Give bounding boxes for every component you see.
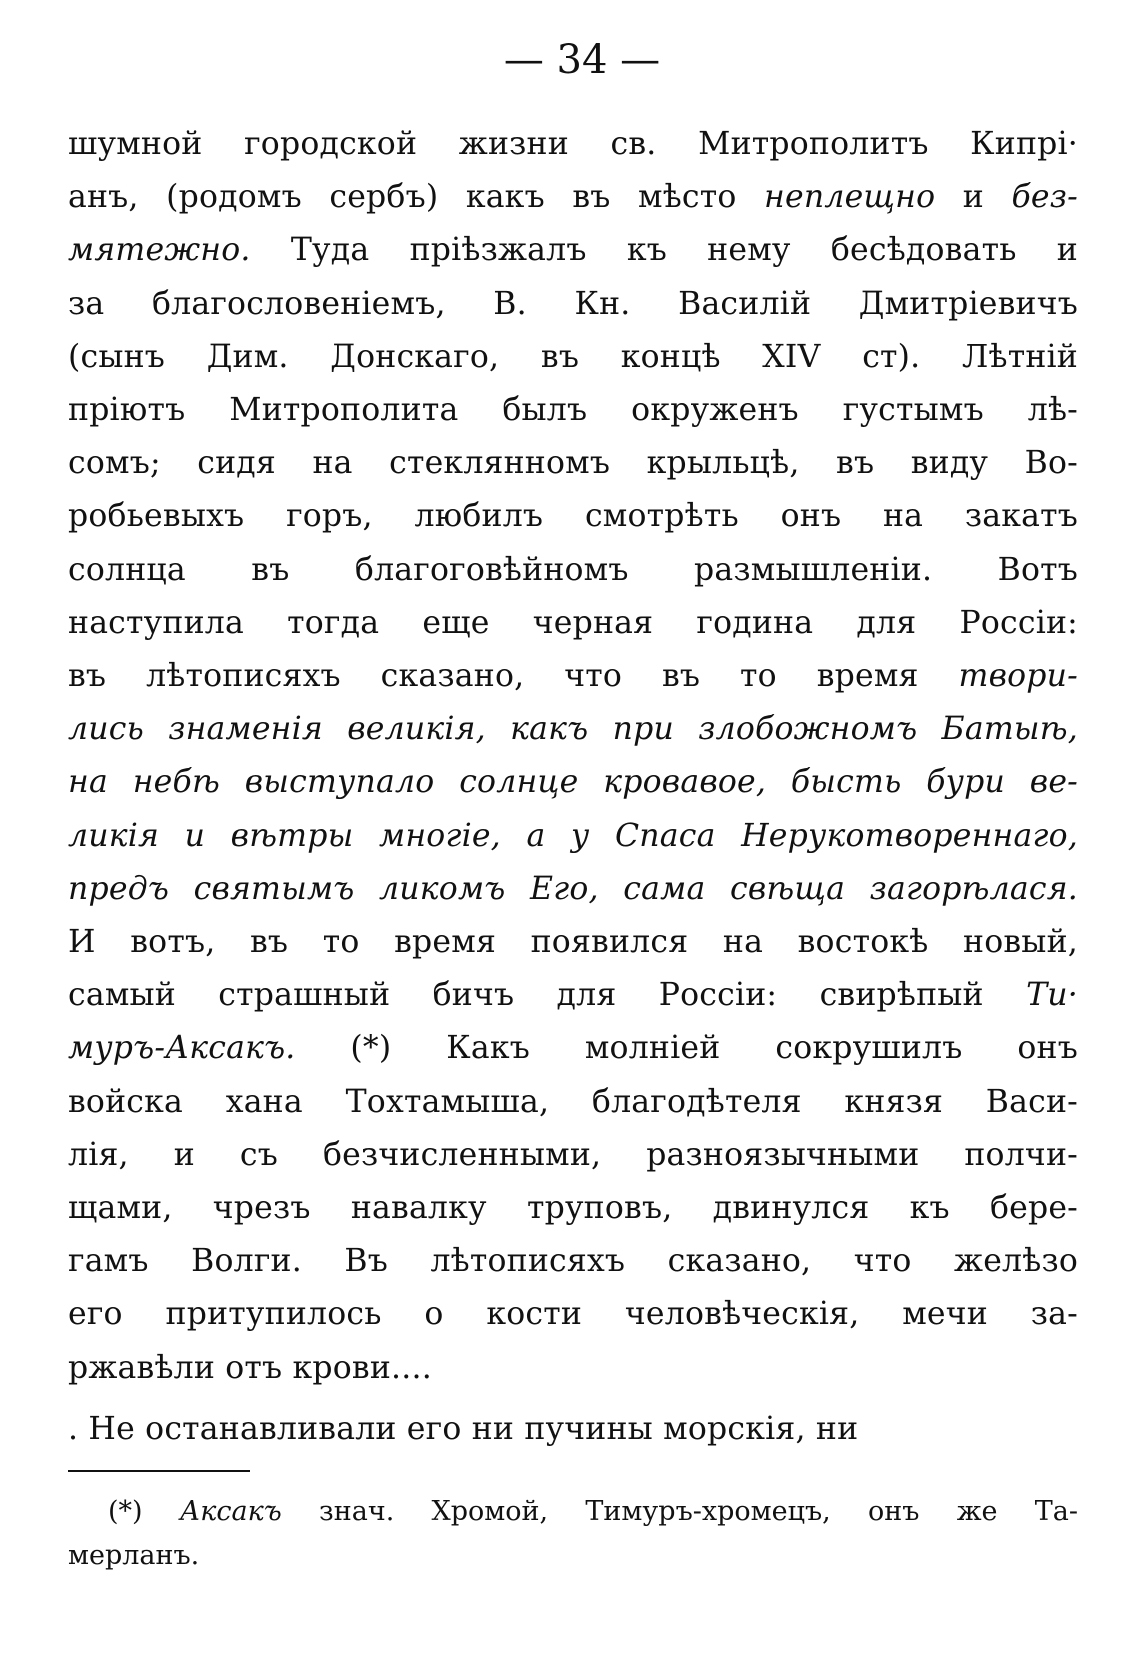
italic-text-segment: ликія и вѣтры многіе, а у Спаса Нерукотвореннаго, [68, 817, 1078, 854]
page-number: — 34 — [503, 37, 661, 83]
italic-text-segment: без- [1011, 179, 1078, 216]
text-segment: (сынъ Дим. Донскаго, въ концѣ XIV ст). Лѣтній [68, 338, 1078, 375]
text-segment: мерланъ. [68, 1540, 200, 1572]
footnote-line [68, 1534, 1078, 1578]
text-segment: ржавѣли отъ крови.... [68, 1349, 432, 1386]
text-segment: гамъ Волги. Въ лѣтописяхъ сказано, что желѣзо [68, 1243, 1078, 1280]
text-line [68, 171, 1078, 224]
text-line [68, 331, 1078, 384]
italic-text-segment: муръ-Аксакъ. [68, 1030, 296, 1067]
text-line [68, 703, 1078, 756]
footnote-divider [68, 1470, 250, 1472]
italic-text-segment: Ти· [1026, 977, 1078, 1014]
footnote-line [68, 1490, 1078, 1534]
italic-text-segment: Аксакъ [179, 1496, 282, 1528]
text-segment: пріютъ Митрополита былъ окруженъ густымъ лѣ- [68, 392, 1078, 429]
text-segment: . Не останавливали его ни пучины морскія, ни [68, 1410, 859, 1447]
text-segment: лія, и съ безчисленными, разноязычными полчи- [68, 1136, 1078, 1173]
text-segment: шумной городской жизни св. Митрополитъ Кипрі· [68, 126, 1078, 162]
text-line [68, 650, 1078, 703]
text-line [68, 1076, 1078, 1129]
text-segment: анъ, (родомъ сербъ) какъ въ мѣсто [68, 179, 765, 216]
text-line [68, 490, 1078, 543]
text-segment: солнца въ благоговѣйномъ размышленіи. Вотъ [68, 551, 1078, 588]
italic-text-segment: лись знаменія великія, какъ при злобожномъ Батыѣ, [68, 711, 1078, 748]
text-segment: знач. Хромой, Тимуръ-хромецъ, онъ же Та- [281, 1496, 1079, 1528]
footnote [68, 1490, 1078, 1578]
book-page [68, 30, 1078, 1578]
text-segment: наступила тогда еще черная година для Россіи: [68, 604, 1078, 641]
italic-text-segment: мятежно. [68, 232, 251, 269]
body-text [68, 118, 1078, 1456]
text-segment: самый страшный бичъ для Россіи: свирѣпый [68, 977, 1027, 1014]
text-segment: И вотъ, въ то время появился на востокѣ новый, [68, 924, 1078, 961]
italic-text-segment: предъ святымъ ликомъ Его, сама свѣща загорѣлася. [68, 870, 1078, 907]
text-segment: и [935, 179, 1012, 216]
text-line [68, 1022, 1078, 1075]
text-segment: щами, чрезъ навалку труповъ, двинулся къ бере- [68, 1190, 1078, 1227]
text-segment: (*) [108, 1496, 180, 1528]
text-segment: робьевыхъ горъ, любилъ смотрѣть онъ на закатъ [68, 498, 1078, 535]
text-line [68, 278, 1078, 331]
text-line [68, 597, 1078, 650]
text-segment: сомъ; сидя на стеклянномъ крыльцѣ, въ виду Во- [68, 445, 1078, 482]
text-line [68, 1235, 1078, 1288]
text-segment: (*) Какъ молніей сокрушилъ онъ [295, 1030, 1078, 1067]
text-segment: въ лѣтописяхъ сказано, что въ то время [68, 658, 959, 695]
italic-text-segment: на небѣ выступало солнце кровавое, бысть бури ве- [68, 764, 1078, 801]
text-line [68, 810, 1078, 863]
text-line [68, 863, 1078, 916]
text-segment: его притупилось о кости человѣческія, мечи за- [68, 1296, 1078, 1333]
text-segment: за благословеніемъ, В. Кн. Василій Дмитріевичъ [68, 285, 1078, 322]
text-line [68, 118, 1078, 171]
text-line [68, 916, 1078, 969]
text-line [68, 437, 1078, 490]
text-line [68, 756, 1078, 809]
text-line [68, 969, 1078, 1022]
text-line [68, 1129, 1078, 1182]
italic-text-segment: твори- [958, 658, 1078, 695]
text-line [68, 1288, 1078, 1341]
text-line [68, 224, 1078, 277]
text-segment: войска хана Тохтамыша, благодѣтеля князя Васи- [68, 1083, 1078, 1120]
text-line [68, 1182, 1078, 1235]
text-segment: Туда пріѣзжалъ къ нему бесѣдовать и [250, 232, 1078, 269]
text-line [68, 1403, 1078, 1456]
text-line [68, 384, 1078, 437]
text-line [68, 1342, 1078, 1395]
text-line [68, 544, 1078, 597]
italic-text-segment: неплещно [764, 179, 936, 216]
